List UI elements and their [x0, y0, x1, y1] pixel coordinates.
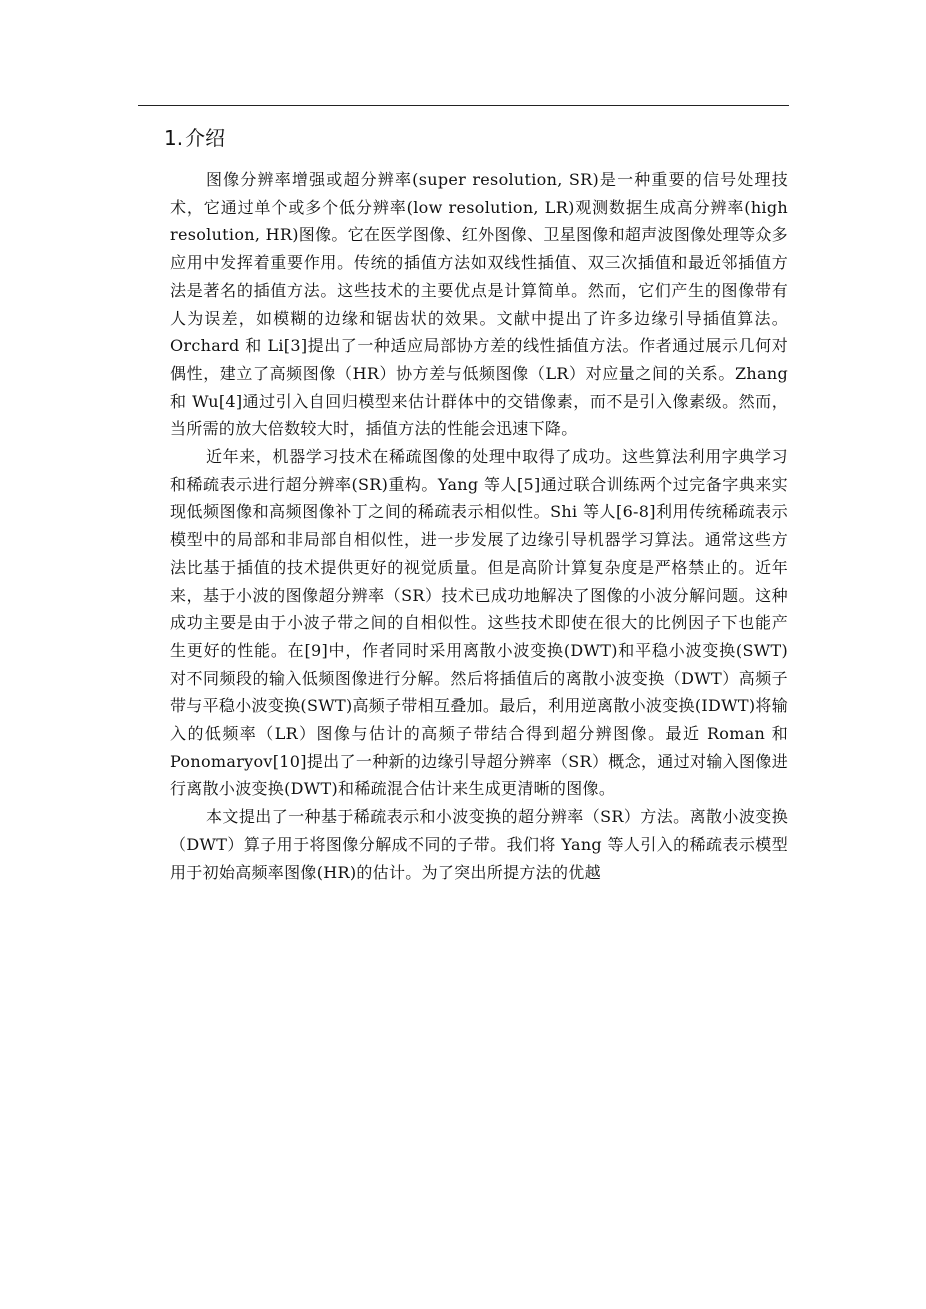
- body-text: [170, 166, 788, 886]
- section-heading: [164, 124, 225, 152]
- paragraph-1: 图像分辨率增强或超分辨率(super resolution, SR)是一种重要的信号处理技术，它通过单个或多个低分辨率(low resolution, LR)观测数据生成高分辨率(high resolution, HR)图像。它在医学图像、红外图像、卫星图像和超声波图像处理等众多应用中发挥着重要作用。传统的插值方法如双线性插值、双三次插值和最近邻插值方法是著名的插值方法。这些技术的主要优点是计算简单。然而，它们产生的图像带有人为误差，如模糊的边缘和锯齿状的效果。文献中提出了许多边缘引导插值算法。Orchard 和 Li[3]提出了一种适应局部协方差的线性插值方法。作者通过展示几何对偶性，建立了高频图像（HR）协方差与低频图像（LR）对应量之间的关系。Zhang 和 Wu[4]通过引入自回归模型来估计群体中的交错像素，而不是引入像素级。然而，当所需的放大倍数较大时，插值方法的性能会迅速下降。: [170, 170, 788, 439]
- section-title: 介绍: [185, 126, 226, 150]
- header-rule: [138, 105, 789, 106]
- paragraph-2: 近年来，机器学习技术在稀疏图像的处理中取得了成功。这些算法利用字典学习和稀疏表示进行超分辨率(SR)重构。Yang 等人[5]通过联合训练两个过完备字典来实现低频图像和高频图像补丁之间的稀疏表示相似性。Shi 等人[6-8]利用传统稀疏表示模型中的局部和非局部自相似性，进一步发展了边缘引导机器学习算法。通常这些方法比基于插值的技术提供更好的视觉质量。但是高阶计算复杂度是严格禁止的。近年来，基于小波的图像超分辨率（SR）技术已成功地解决了图像的小波分解问题。这种成功主要是由于小波子带之间的自相似性。这些技术即使在很大的比例因子下也能产生更好的性能。在[9]中，作者同时采用离散小波变换(DWT)和平稳小波变换(SWT)对不同频段的输入低频图像进行分解。然后将插值后的离散小波变换（DWT）高频子带与平稳小波变换(SWT)高频子带相互叠加。最后，利用逆离散小波变换(IDWT)将输入的低频率（LR）图像与估计的高频子带结合得到超分辨图像。最近 Roman 和 Ponomaryov[10]提出了一种新的边缘引导超分辨率（SR）概念，通过对输入图像进行离散小波变换(DWT)和稀疏混合估计来生成更清晰的图像。: [170, 447, 788, 799]
- section-number: 1.: [164, 126, 184, 150]
- paragraph-3: 本文提出了一种基于稀疏表示和小波变换的超分辨率（SR）方法。离散小波变换（DWT）算子用于将图像分解成不同的子带。我们将 Yang 等人引入的稀疏表示模型用于初始高频率图像(HR)的估计。为了突出所提方法的优越: [170, 807, 788, 882]
